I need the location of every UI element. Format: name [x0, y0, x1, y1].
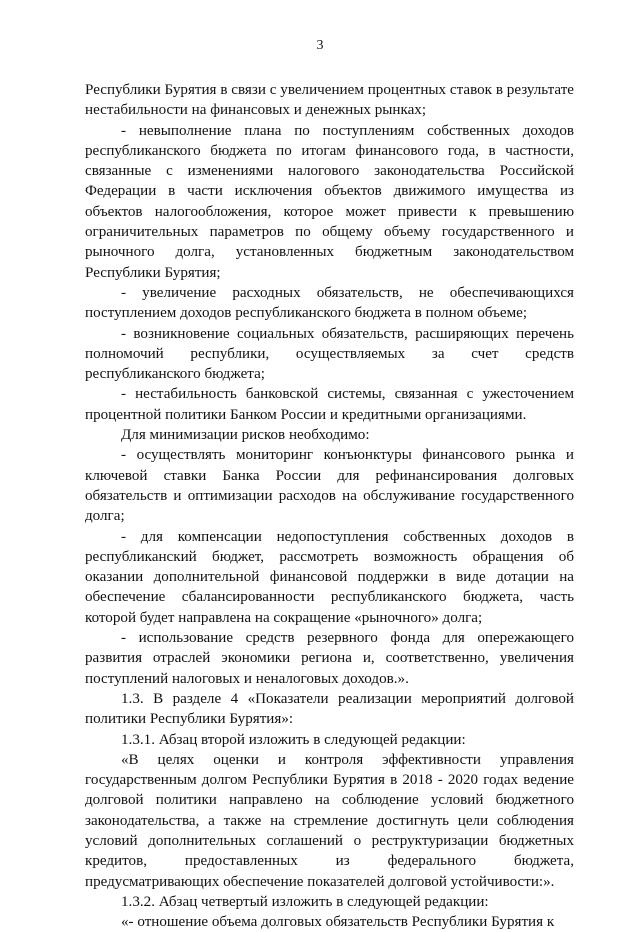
page-number: 3: [316, 38, 324, 53]
paragraph: 1.3.2. Абзац четвертый изложить в следующей редакции:: [121, 893, 489, 910]
paragraph: «- отношение объема долговых обязательств Республики Бурятия к: [121, 914, 555, 931]
paragraph: - для компенсации недопоступления собственных доходов в республиканский бюджет, рассмотреть возможность обращения об оказании дополнительной финансовой поддержки в виде дотации на обеспечение сбалансированности республиканского бюджета, часть которой будет направлена на сокращение «рыночного» долга;: [85, 528, 574, 626]
body-text: [85, 80, 574, 932]
paragraph: 1.3.1. Абзац второй изложить в следующей редакции:: [121, 731, 466, 748]
paragraph: 1.3. В разделе 4 «Показатели реализации мероприятий долговой политики Республики Бурятия»:: [85, 690, 574, 728]
paragraph: - использование средств резервного фонда для опережающего развития отраслей экономики региона и, соответственно, увеличения поступлений налоговых и неналоговых доходов.».: [85, 630, 574, 687]
paragraph: - невыполнение плана по поступлениям собственных доходов республиканского бюджета по итогам финансового года, в частности, связанные с изменениями налогового законодательства Российской Федерации в части исключения объектов движимого имущества из объектов налогообложения, которое может привести к превышению ограничительных параметров по общему объему государственного и рыночного долга, установленных бюджетным законодательством Республики Бурятия;: [85, 122, 574, 281]
paragraph: - возникновение социальных обязательств, расширяющих перечень полномочий республики, осуществляемых за счет средств республиканского бюджета;: [85, 325, 574, 383]
paragraph: - увеличение расходных обязательств, не обеспечивающихся поступлением доходов республиканского бюджета в полном объеме;: [85, 284, 574, 322]
paragraph: Республики Бурятия в связи с увеличением процентных ставок в результате нестабильности на финансовых и денежных рынках;: [85, 82, 574, 119]
paragraph: - нестабильность банковской системы, связанная с ужесточением процентной политики Банком России и кредитными организациями.: [85, 386, 574, 423]
paragraph: Для минимизации рисков необходимо:: [121, 427, 370, 444]
paragraph: «В целях оценки и контроля эффективности управления государственным долгом Республики Бурятия в 2018 - 2020 годах ведение долговой политики направлено на соблюдение условий бюджетного законодательства, а также на стремление достигнуть цели соблюдения условий дополнительных соглашений о реструктуризации бюджетных кредитов, предоставленных из федерального бюджета, предусматривающих обеспечение показателей долговой устойчивости:».: [85, 751, 574, 890]
paragraph: - осуществлять мониторинг конъюнктуры финансового рынка и ключевой ставки Банка России для рефинансирования долговых обязательств и оптимизации расходов на обслуживание государственного долга;: [85, 447, 574, 525]
